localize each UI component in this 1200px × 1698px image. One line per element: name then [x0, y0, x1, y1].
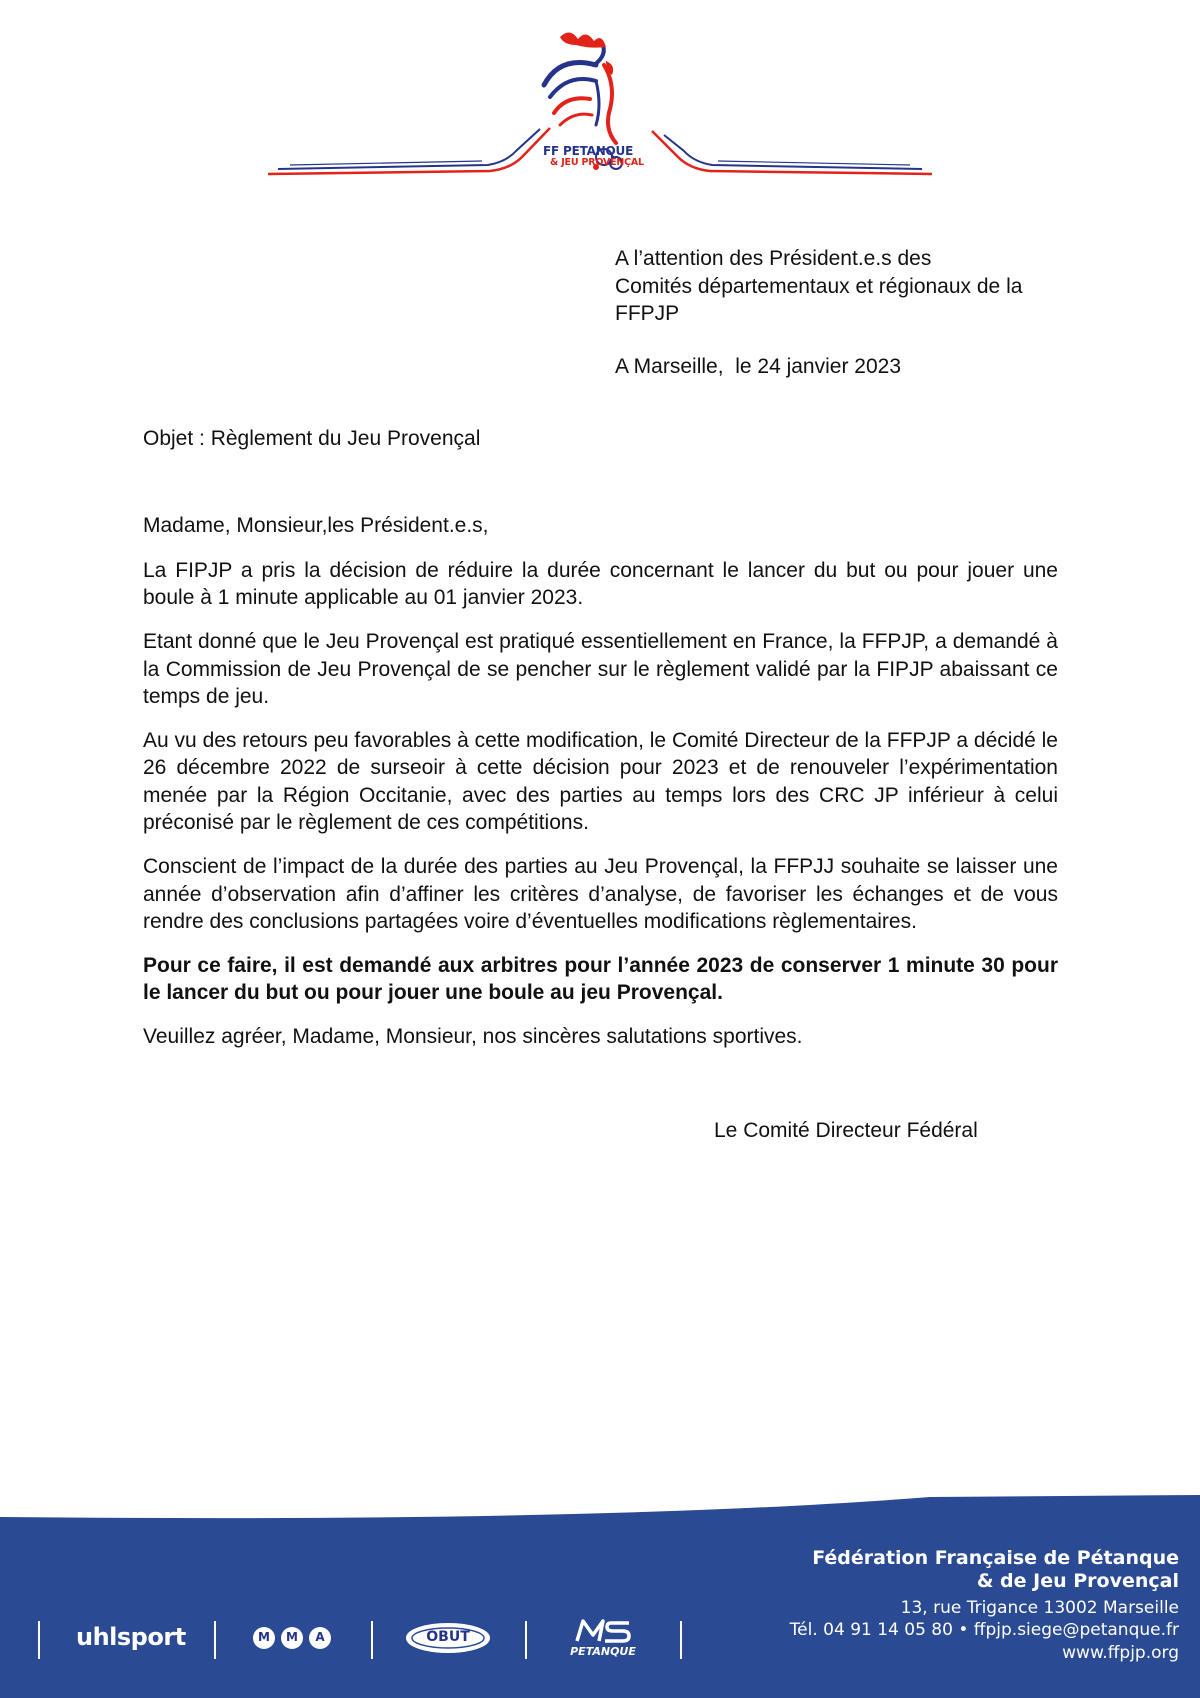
sponsor-divider: [680, 1621, 682, 1659]
federation-logo: [260, 25, 940, 185]
recipient-line: FFPJP: [615, 302, 680, 325]
mma-logo: [252, 1625, 336, 1651]
recipient-line: A l’attention des Président.e.s des: [615, 247, 932, 270]
footer-band: [0, 1495, 1200, 1698]
footer-background: [0, 1495, 1200, 1698]
body-paragraph: La FIPJP a pris la décision de réduire la durée concernant le lancer du but ou pour jouer une boule à 1 minute applicable au 01 janvier 2023.: [143, 559, 1058, 610]
obut-label: OBUT: [426, 1629, 470, 1645]
footer-org-name-line1: Fédération Française de Pétanque: [812, 1547, 1179, 1569]
sponsor-divider: [38, 1621, 40, 1659]
ms-petanque-logo: [563, 1617, 643, 1661]
signature: Le Comité Directeur Fédéral: [714, 1119, 978, 1142]
sponsor-divider: [371, 1621, 373, 1659]
bold-instruction-paragraph: Pour ce faire, il est demandé aux arbitres pour l’année 2023 de conserver 1 minute 30 pour le lancer du but ou pour jouer une boule au jeu Provençal.: [143, 953, 1058, 1005]
ms-monogram-icon: [563, 1617, 643, 1645]
salutation: Madame, Monsieur,les Président.e.s,: [143, 514, 489, 537]
recipient-line: Comités départementaux et régionaux de la: [615, 274, 1023, 298]
obut-logo: [405, 1622, 491, 1654]
body-paragraph: Au vu des retours peu favorables à cette modification, le Comité Directeur de la FFPJP a décidé le 26 décembre 2022 de surseoir à cette décision pour 2023 et de renouveler l’expérimentation menée par la Région Occitanie, avec des parties au temps lors des CRC JP inférieur à celui préconisé par le règlement de ces compétitions.: [143, 729, 1058, 835]
recipient-block: [615, 245, 1085, 328]
subject-line: Objet : Règlement du Jeu Provençal: [143, 427, 481, 450]
mma-letter: M: [258, 1630, 270, 1644]
ms-petanque-label: PETANQUE: [570, 1645, 636, 1658]
closing-formula: Veuillez agréer, Madame, Monsieur, nos sincères salutations sportives.: [143, 1025, 803, 1049]
footer-address: 13, rue Trigance 13002 Marseille: [900, 1598, 1179, 1618]
logo-text-line1: FF PETANQUE: [543, 144, 634, 158]
footer-org-name-line2: & de Jeu Provençal: [976, 1570, 1179, 1592]
place-date-line: A Marseille, le 24 janvier 2023: [615, 355, 901, 378]
letter-body: [143, 557, 1058, 1067]
mma-letter: M: [286, 1630, 298, 1644]
uhlsport-logo: uhlsport: [76, 1623, 186, 1651]
sponsor-divider: [214, 1621, 216, 1659]
body-paragraph: Etant donné que le Jeu Provençal est pratiqué essentiellement en France, la FFPJP, a demandé à la Commission de Jeu Provençal de se pencher sur le règlement validé par la FIPJP abaissant ce temps de jeu.: [143, 630, 1058, 709]
footer-contact: Tél. 04 91 14 05 80 • ffpjp.siege@petanque.fr: [789, 1620, 1179, 1640]
footer-website: www.ffpjp.org: [1062, 1643, 1179, 1663]
sponsor-divider: [525, 1621, 527, 1659]
logo-text-line2: & JEU PROVENÇAL: [550, 157, 644, 168]
mma-letter: A: [315, 1630, 325, 1644]
body-paragraph: Conscient de l’impact de la durée des parties au Jeu Provençal, la FFPJJ souhaite se laisser une année d’observation afin d’affiner les critères d’analyse, de favoriser les échanges et de vous rendre des conclusions partagées voire d’éventuelles modifications règlementaires.: [143, 855, 1058, 933]
